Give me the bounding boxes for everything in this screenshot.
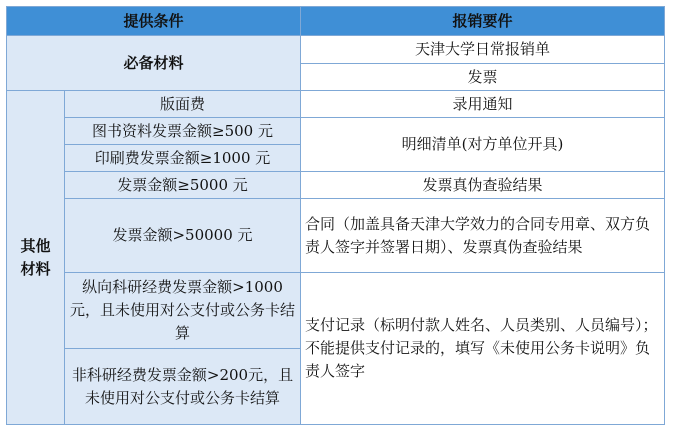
requirement-cell: 天津大学日常报销单: [301, 36, 665, 64]
condition-cell: 版面费: [65, 91, 301, 118]
requirement-cell: 支付记录（标明付款人姓名、人员类别、人员编号）；不能提供支付记录的，填写《未使用公务卡说明》负责人签字: [301, 273, 665, 425]
condition-cell: 发票金额>50000 元: [65, 199, 301, 273]
condition-cell: 非科研经费发票金额>200元，且未使用对公支付或公务卡结算: [65, 349, 301, 425]
condition-cell: 发票金额≥5000 元: [65, 172, 301, 199]
requirement-cell: 合同（加盖具备天津大学效力的合同专用章、双方负责人签字并签署日期）、发票真伪查验结果: [301, 199, 665, 273]
requirement-cell: 发票: [301, 64, 665, 91]
other-materials-label: [7, 91, 65, 425]
table-row: [7, 118, 665, 145]
requirement-cell: 发票真伪查验结果: [301, 172, 665, 199]
table-row: [7, 91, 665, 118]
condition-cell: 纵向科研经费发票金额>1000元，且未使用对公支付或公务卡结算: [65, 273, 301, 349]
requirement-cell: 明细清单(对方单位开具): [301, 118, 665, 172]
condition-cell: 印刷费发票金额≥1000 元: [65, 145, 301, 172]
header-conditions: 提供条件: [7, 7, 301, 36]
reimbursement-requirements-table: [6, 6, 665, 425]
other-label-line1: 其他: [20, 236, 51, 255]
header-requirements: 报销要件: [301, 7, 665, 36]
requirement-cell: 录用通知: [301, 91, 665, 118]
header-row: [7, 7, 665, 36]
table-row: [7, 273, 665, 349]
table-row: [7, 172, 665, 199]
condition-cell: 图书资料发票金额≥500 元: [65, 118, 301, 145]
table-row: [7, 199, 665, 273]
table-row: [7, 36, 665, 64]
required-materials-label: 必备材料: [7, 36, 301, 91]
other-label-line2: 材料: [20, 259, 51, 278]
